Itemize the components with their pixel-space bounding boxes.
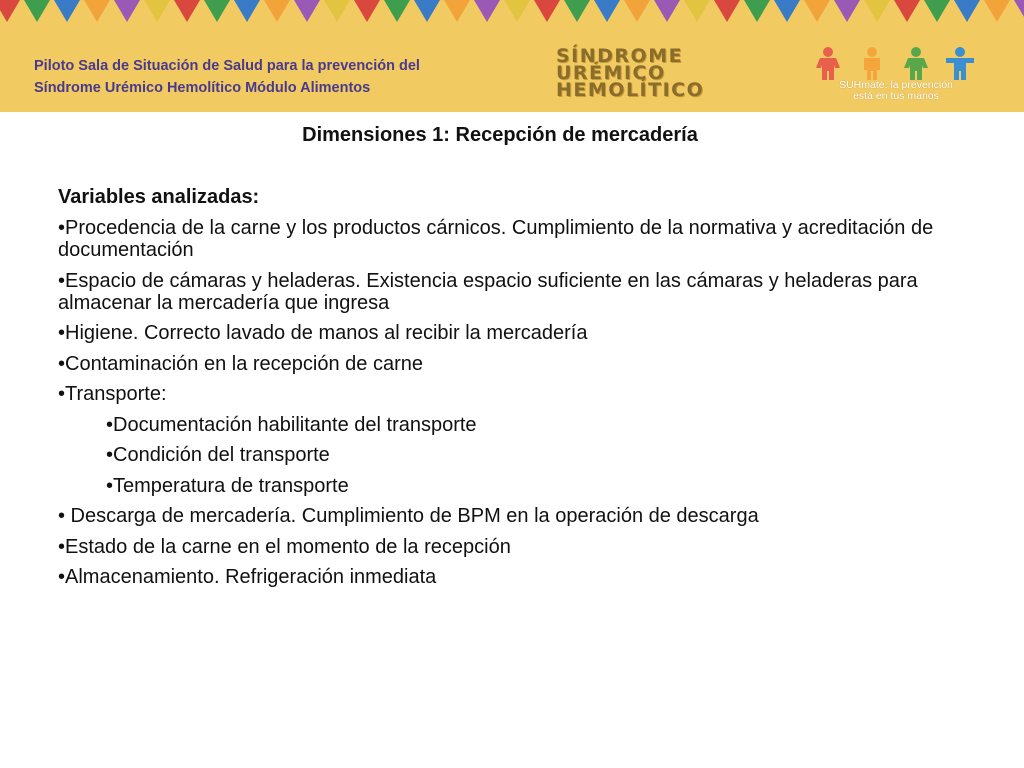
bunting-flag-icon: [414, 0, 440, 22]
slogan: [796, 80, 996, 102]
bunting-flag-icon: [84, 0, 110, 22]
bunting-flag-icon: [714, 0, 740, 22]
bunting-flag-icon: [204, 0, 230, 22]
bunting-flag-icon: [624, 0, 650, 22]
bunting-flag-icon: [834, 0, 860, 22]
bunting-flag-icon: [774, 0, 800, 22]
bunting-flag-icon: [924, 0, 950, 22]
bunting-flag-icon: [804, 0, 830, 22]
bunting-flag-icon: [744, 0, 770, 22]
variables-list: [58, 217, 958, 588]
list-item: •Almacenamiento. Refrigeración inmediata: [58, 566, 437, 588]
bunting-flag-icon: [564, 0, 590, 22]
figure-green-icon: [904, 47, 928, 80]
slogan-line: está en tus manos: [853, 90, 939, 102]
bunting-flag-icon: [294, 0, 320, 22]
bunting-flag-icon: [54, 0, 80, 22]
logo-line: URÉMICO: [556, 62, 666, 84]
list-item: •Estado de la carne en el momento de la recepción: [58, 535, 511, 558]
slide-content: [58, 186, 958, 597]
bunting-flag-icon: [174, 0, 200, 22]
slogan-line: SUHmate: la prevención: [839, 79, 953, 91]
sub-list-item: •Condición del transporte: [106, 444, 330, 466]
people-logo-icon: [806, 46, 986, 80]
figure-red-icon: [816, 47, 840, 80]
logo-line: HEMOLÍTICO: [556, 79, 705, 101]
bunting-flag-icon: [474, 0, 500, 22]
bunting-flags: [0, 0, 1024, 24]
list-item: •Contaminación en la recepción de carne: [58, 352, 423, 375]
list-item: •Transporte:: [58, 383, 167, 405]
bunting-flag-icon: [894, 0, 920, 22]
header-banner: [0, 0, 1024, 112]
list-item: • Descarga de mercadería. Cumplimiento de BPM en la operación de descarga: [58, 505, 759, 527]
bunting-flag-icon: [114, 0, 140, 22]
logo-line: SÍNDROME: [556, 45, 684, 67]
figure-orange-icon: [864, 47, 880, 80]
bunting-flag-icon: [594, 0, 620, 22]
bunting-flag-icon: [534, 0, 560, 22]
header-subtitle-line: Síndrome Urémico Hemolítico Módulo Alimentos: [34, 80, 371, 96]
list-item: •Procedencia de la carne y los productos cárnicos. Cumplimiento de la normativa y acreditación de documentación: [58, 217, 934, 261]
bunting-flag-icon: [1014, 0, 1024, 22]
figure-blue-icon: [946, 47, 974, 80]
bunting-flag-icon: [384, 0, 410, 22]
bunting-flag-icon: [144, 0, 170, 22]
list-item: •Espacio de cámaras y heladeras. Existencia espacio suficiente en las cámaras y heladeras para almacenar la mercadería que ingresa: [58, 269, 918, 314]
bunting-flag-icon: [0, 0, 20, 22]
suh-logo-wordmark: [556, 45, 786, 101]
bunting-flag-icon: [984, 0, 1010, 22]
slide-title: Dimensiones 1: Recepción de mercadería: [302, 124, 698, 146]
bunting-flag-icon: [24, 0, 50, 22]
sub-list-item: •Documentación habilitante del transporte: [106, 413, 477, 436]
list-item: •Higiene. Correcto lavado de manos al recibir la mercadería: [58, 322, 588, 344]
bunting-flag-icon: [954, 0, 980, 22]
sub-list-item: •Temperatura de transporte: [106, 474, 349, 497]
bunting-flag-icon: [684, 0, 710, 22]
bunting-flag-icon: [864, 0, 890, 22]
bunting-flag-icon: [354, 0, 380, 22]
variables-heading: Variables analizadas:: [58, 186, 260, 208]
header-subtitle: [34, 55, 534, 99]
bunting-flag-icon: [264, 0, 290, 22]
bunting-flag-icon: [234, 0, 260, 22]
bunting-flag-icon: [654, 0, 680, 22]
bunting-flag-icon: [324, 0, 350, 22]
bunting-flag-icon: [504, 0, 530, 22]
bunting-flag-icon: [444, 0, 470, 22]
header-subtitle-line: Piloto Sala de Situación de Salud para la prevención del: [34, 58, 420, 74]
